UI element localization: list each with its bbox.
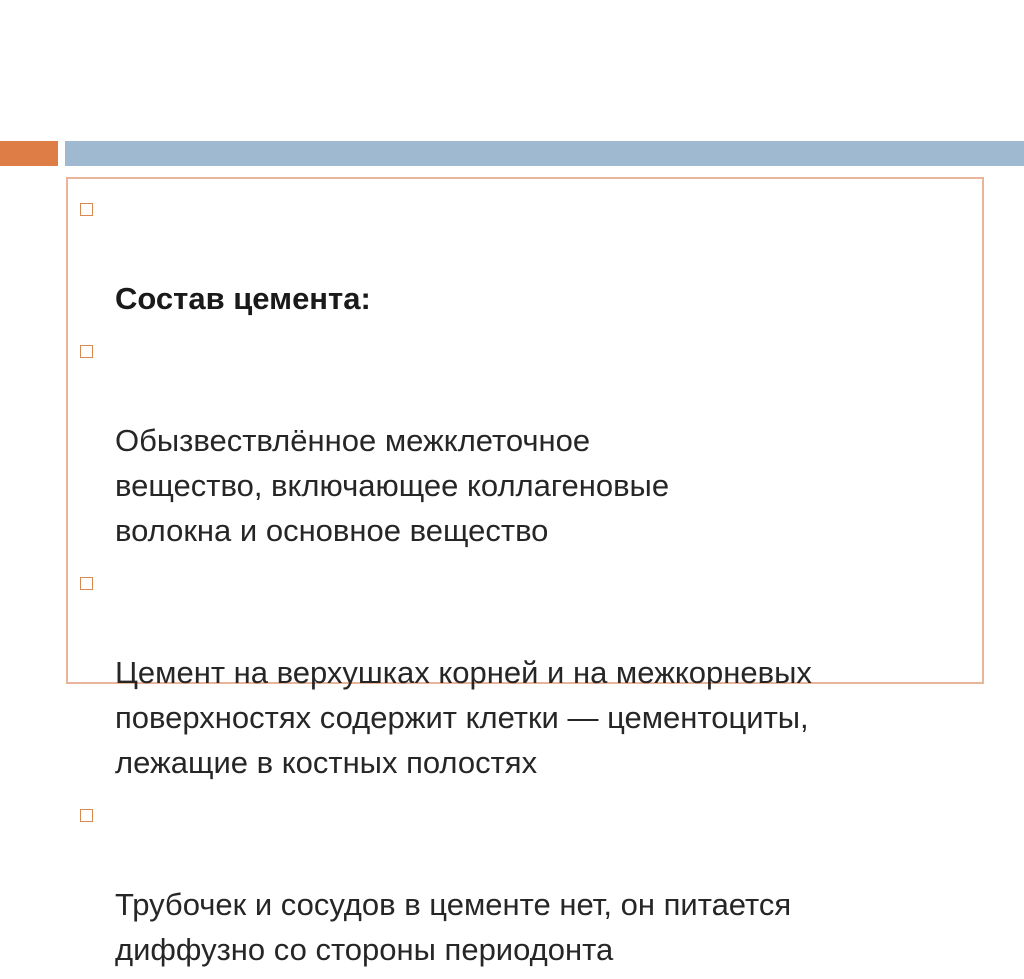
bullet-list	[80, 186, 970, 979]
bullet-text: Цемент на верхушках корней и на межкорневых поверхностях содержит клетки — цементоциты, лежащие в костных полостях	[115, 655, 812, 780]
bullet-item-heading	[80, 186, 970, 321]
bullet-text: Состав цемента:	[115, 281, 371, 316]
hollow-square-bullet-icon	[80, 203, 93, 216]
hollow-square-bullet-icon	[80, 345, 93, 358]
bullet-item	[80, 792, 970, 972]
title-bar	[65, 141, 1024, 166]
bullet-item	[80, 560, 970, 785]
bullet-item	[80, 328, 970, 553]
bullet-text: Обызвествлённое межклеточное вещество, включающее коллагеновые волокна и основное вещество	[115, 423, 670, 548]
hollow-square-bullet-icon	[80, 809, 93, 822]
bullet-text: Трубочек и сосудов в цементе нет, он питается диффузно со стороны периодонта	[115, 887, 792, 967]
hollow-square-bullet-icon	[80, 577, 93, 590]
accent-bar	[0, 141, 58, 166]
